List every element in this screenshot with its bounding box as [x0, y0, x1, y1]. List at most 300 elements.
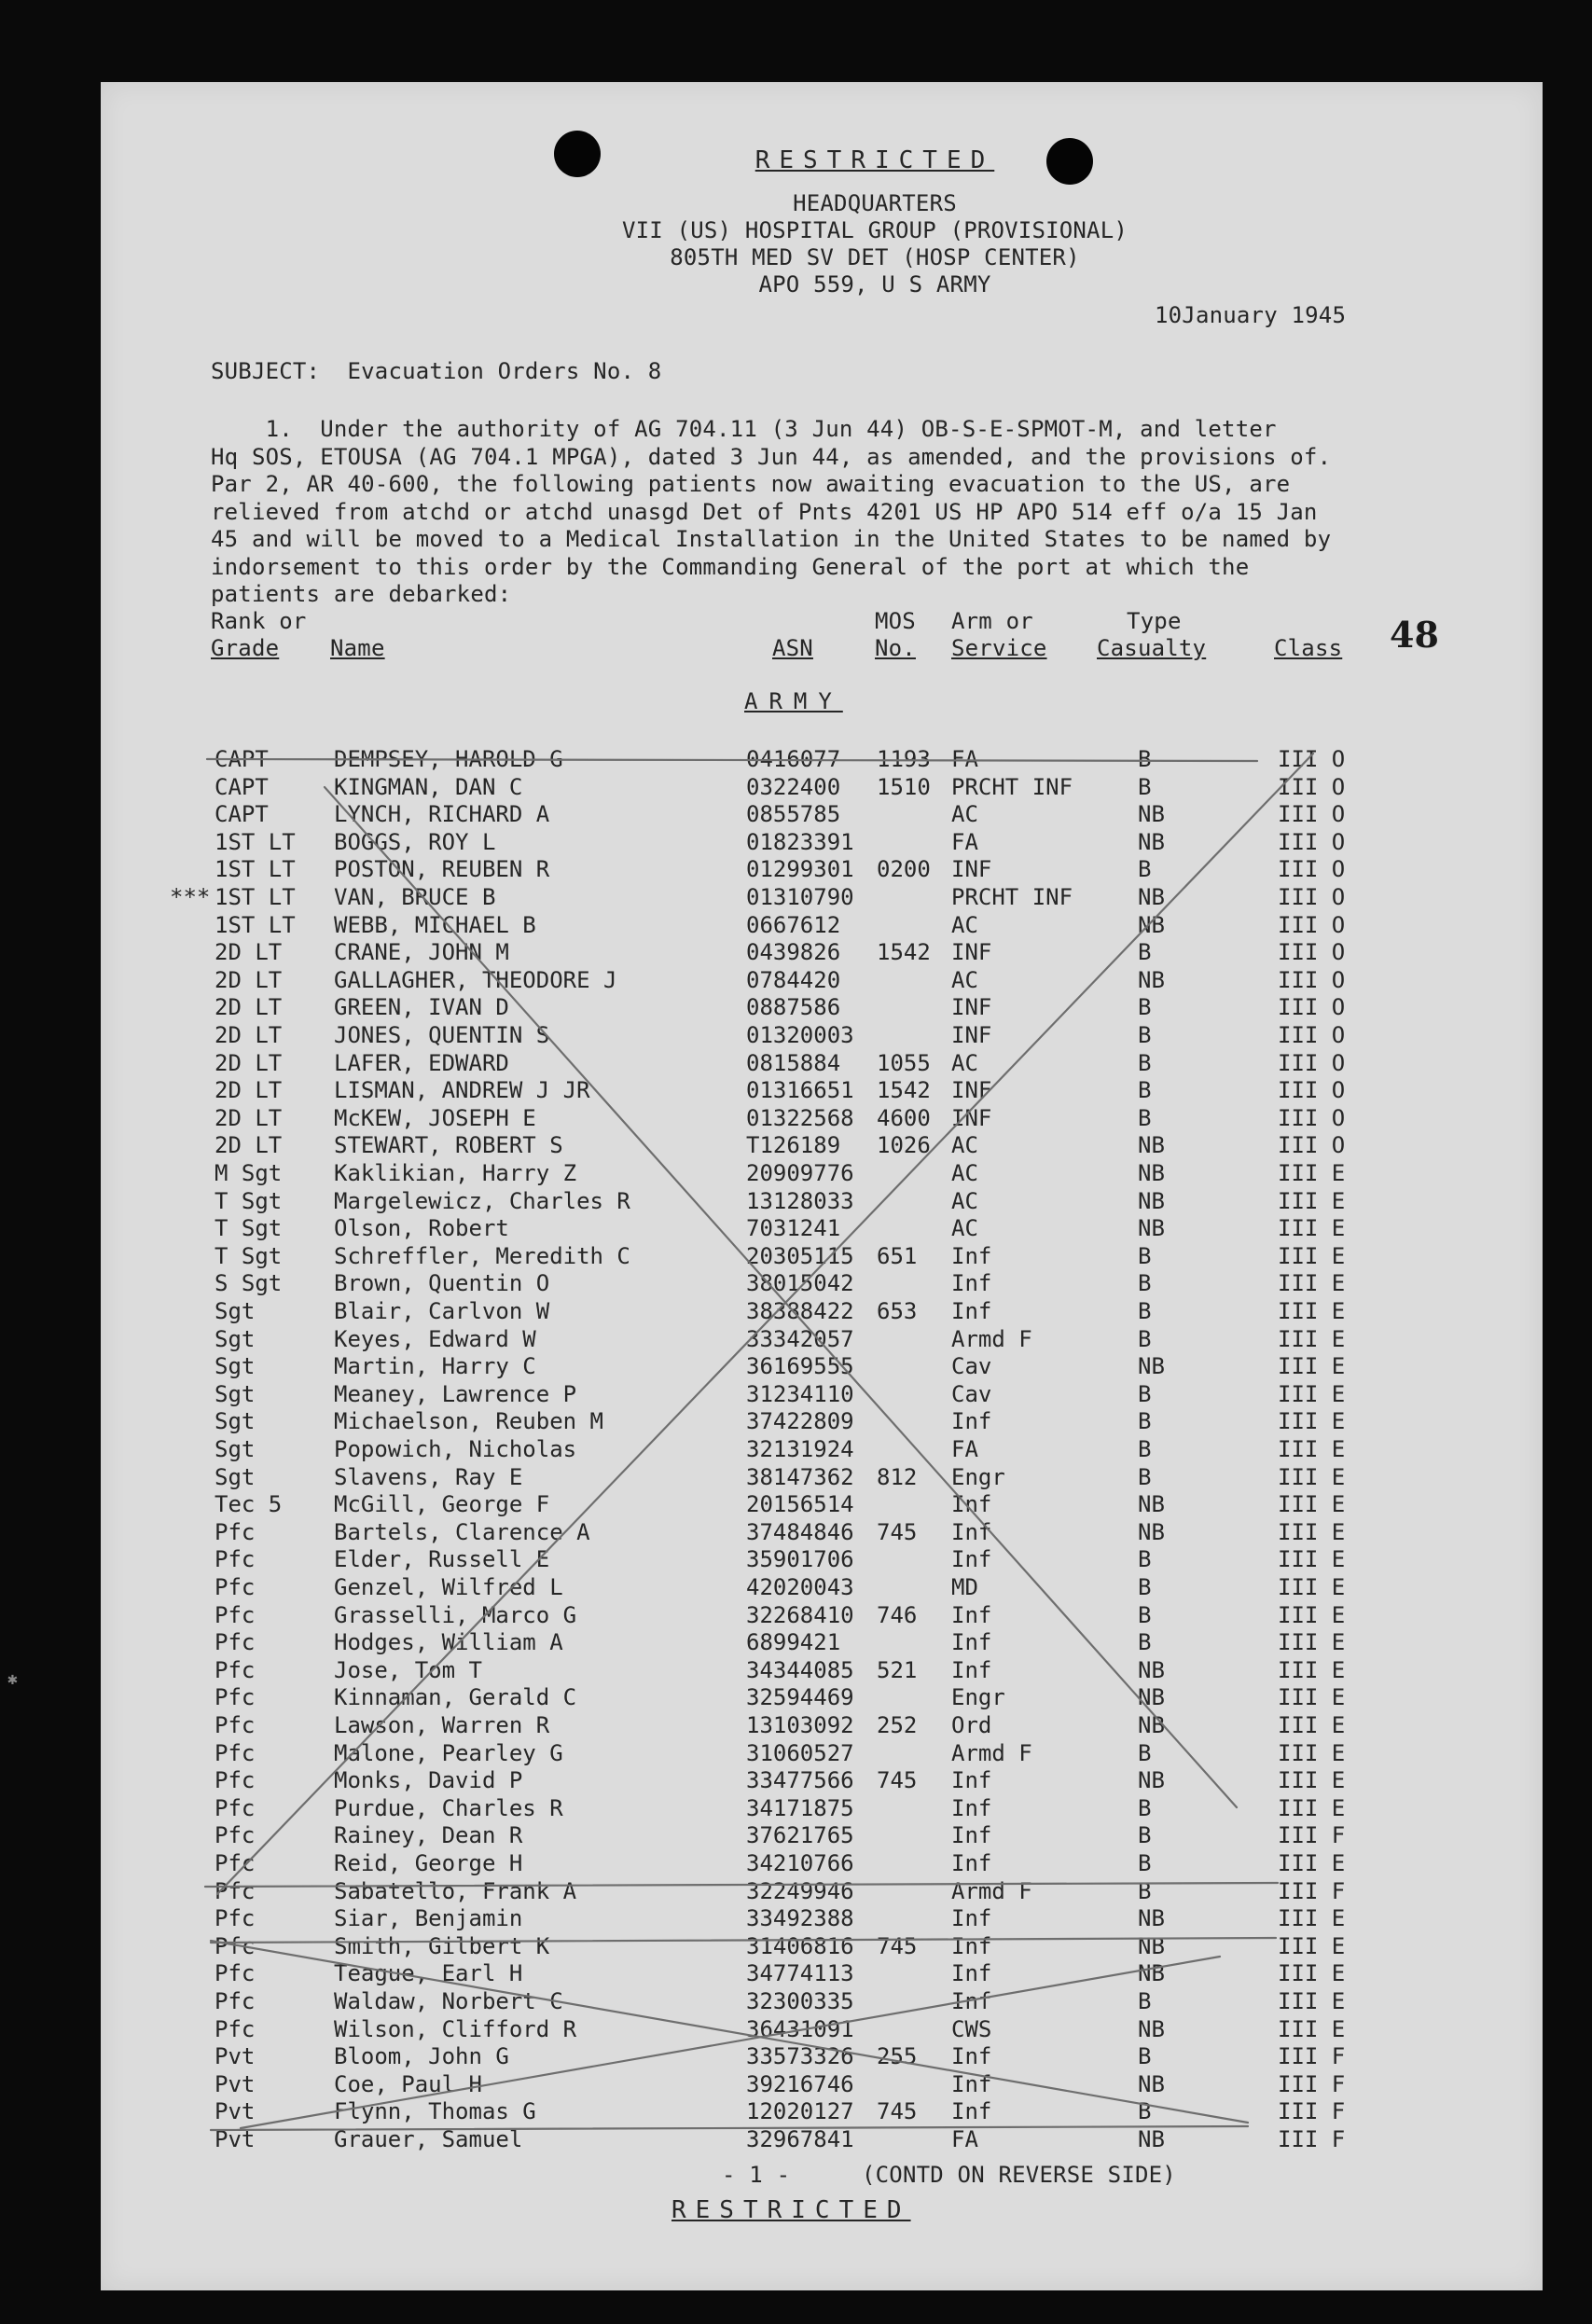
table-row — [101, 912, 1543, 939]
table-row — [101, 1160, 1543, 1187]
cell-asn: 20305115 — [746, 1242, 854, 1269]
cell-asn: 37422809 — [746, 1408, 854, 1435]
cell-type: B — [1138, 1270, 1152, 1297]
cell-name: Brown, Quentin O — [334, 1270, 550, 1297]
cell-name: DEMPSEY, HAROLD G — [334, 746, 563, 772]
cell-name: Rainey, Dean R — [334, 1822, 523, 1849]
cell-name: LYNCH, RICHARD A — [334, 801, 550, 828]
cell-asn: 31406816 — [746, 1932, 854, 1959]
cell-cls: III O — [1278, 773, 1346, 800]
punch-hole-left — [554, 131, 601, 177]
cell-cls: III F — [1278, 2126, 1346, 2152]
cell-asn: 38147362 — [746, 1463, 854, 1490]
cell-name: GREEN, IVAN D — [334, 994, 509, 1021]
cell-name: STEWART, ROBERT S — [334, 1132, 563, 1159]
cell-cls: III E — [1278, 1491, 1346, 1518]
cell-type: B — [1138, 1546, 1152, 1573]
cell-cls: III E — [1278, 1988, 1346, 2014]
cell-arm: AC — [951, 911, 978, 938]
cell-rank: 2D LT — [215, 1132, 283, 1159]
cell-name: JONES, QUENTIN S — [334, 1022, 550, 1048]
cell-type: NB — [1138, 966, 1165, 993]
continued-note: (CONTD ON REVERSE SIDE) — [862, 2162, 1176, 2188]
cell-asn: 34171875 — [746, 1794, 854, 1821]
cell-cls: III O — [1278, 994, 1346, 1021]
cell-asn: 32268410 — [746, 1601, 854, 1628]
cell-cls: III E — [1278, 1353, 1346, 1380]
cell-type: B — [1138, 1739, 1152, 1766]
col-arm-label-2: Service — [951, 635, 1047, 661]
cell-name: Smith, Gilbert K — [334, 1932, 550, 1959]
cell-type: NB — [1138, 828, 1165, 855]
cell-arm: Inf — [951, 1656, 992, 1683]
cell-arm: Armd F — [951, 1877, 1032, 1904]
cell-arm: CWS — [951, 2015, 992, 2042]
cell-asn: 6899421 — [746, 1629, 841, 1656]
cell-rank: T Sgt — [215, 1215, 283, 1242]
cell-type: B — [1138, 1408, 1152, 1435]
cell-asn: 0815884 — [746, 1049, 841, 1076]
cell-name: Genzel, Wilfred L — [334, 1574, 563, 1600]
table-row — [101, 1933, 1543, 1960]
cell-arm: Inf — [951, 1601, 992, 1628]
cell-type: NB — [1138, 1767, 1165, 1794]
cell-rank: Pfc — [215, 1574, 256, 1600]
cell-arm: PRCHT INF — [951, 773, 1073, 800]
cell-name: Waldaw, Norbert C — [334, 1988, 563, 2014]
cell-mos: 653 — [877, 1298, 918, 1324]
cell-cls: III E — [1278, 1739, 1346, 1766]
cell-cls: III O — [1278, 911, 1346, 938]
cell-cls: III F — [1278, 2098, 1346, 2125]
cell-cls: III O — [1278, 966, 1346, 993]
cell-type: NB — [1138, 2015, 1165, 2042]
cell-mos: 0200 — [877, 856, 931, 883]
cell-cls: III O — [1278, 1077, 1346, 1104]
cell-mos: 521 — [877, 1656, 918, 1683]
cell-rank: Pvt — [215, 2098, 256, 2125]
table-row — [101, 1105, 1543, 1132]
cell-cls: III E — [1278, 1215, 1346, 1242]
cell-mos: 4600 — [877, 1104, 931, 1131]
cell-arm: Inf — [951, 1546, 992, 1573]
cell-asn: 37621765 — [746, 1822, 854, 1849]
cell-type: NB — [1138, 801, 1165, 828]
table-row — [101, 1298, 1543, 1325]
cell-name: Keyes, Edward W — [334, 1325, 536, 1352]
cell-name: Teague, Earl H — [334, 1960, 523, 1987]
cell-rank: T Sgt — [215, 1187, 283, 1214]
cell-name: Grasselli, Marco G — [334, 1601, 577, 1628]
cell-arm: Inf — [951, 1518, 992, 1545]
cell-name: KINGMAN, DAN C — [334, 773, 523, 800]
table-row — [101, 1326, 1543, 1353]
cell-cls: III F — [1278, 1877, 1346, 1904]
cell-type: B — [1138, 1988, 1152, 2014]
cell-arm: Inf — [951, 1794, 992, 1821]
cell-arm: FA — [951, 828, 978, 855]
cell-name: Meaney, Lawrence P — [334, 1380, 577, 1407]
cell-name: GALLAGHER, THEODORE J — [334, 966, 617, 993]
cell-asn: 31060527 — [746, 1739, 854, 1766]
page-number: - 1 - — [722, 2162, 791, 2188]
cell-mos: 746 — [877, 1601, 918, 1628]
cell-asn: 13103092 — [746, 1712, 854, 1738]
cell-asn: 42020043 — [746, 1574, 854, 1600]
cell-asn: 33492388 — [746, 1905, 854, 1932]
table-row — [101, 1960, 1543, 1987]
cell-rank: 2D LT — [215, 1022, 283, 1048]
cell-rank: Pfc — [215, 1822, 256, 1849]
cell-asn: 32594469 — [746, 1684, 854, 1711]
cell-type: NB — [1138, 1353, 1165, 1380]
table-row — [101, 1436, 1543, 1463]
cell-asn: 37484846 — [746, 1518, 854, 1545]
cell-asn: 34344085 — [746, 1656, 854, 1683]
cell-type: NB — [1138, 1712, 1165, 1738]
cell-cls: III E — [1278, 1905, 1346, 1932]
cell-rank: Sgt — [215, 1408, 256, 1435]
cell-rank: 2D LT — [215, 1077, 283, 1104]
cell-arm: Armd F — [951, 1739, 1032, 1766]
cell-mos: 1055 — [877, 1049, 931, 1076]
cell-cls: III E — [1278, 1850, 1346, 1876]
cell-name: Kinnaman, Gerald C — [334, 1684, 577, 1711]
cell-arm: INF — [951, 994, 992, 1021]
cell-cls: III E — [1278, 1546, 1346, 1573]
table-row — [101, 2098, 1543, 2125]
cell-name: CRANE, JOHN M — [334, 939, 509, 966]
cell-name: Michaelson, Reuben M — [334, 1408, 603, 1435]
cell-asn: 0416077 — [746, 746, 841, 772]
header-line-2: VII (US) HOSPITAL GROUP (PROVISIONAL) — [621, 217, 1128, 243]
cell-type: NB — [1138, 1905, 1165, 1932]
cell-rank: 2D LT — [215, 1104, 283, 1131]
cell-name: Margelewicz, Charles R — [334, 1187, 630, 1214]
cell-asn: 35901706 — [746, 1546, 854, 1573]
paragraph-line: 1. Under the authority of AG 704.11 (3 Jun 44) OB-S-E-SPMOT-M, and letter — [211, 416, 1277, 442]
cell-type: NB — [1138, 1684, 1165, 1711]
cell-rank: 2D LT — [215, 1049, 283, 1076]
table-row — [101, 939, 1543, 966]
cell-type: B — [1138, 1380, 1152, 1407]
cell-rank: Pfc — [215, 1794, 256, 1821]
cell-name: BOGGS, ROY L — [334, 828, 496, 855]
cell-cls: III O — [1278, 746, 1346, 772]
cell-arm: Inf — [951, 1270, 992, 1297]
table-row — [101, 1657, 1543, 1684]
cell-cls: III E — [1278, 1436, 1346, 1462]
cell-type: NB — [1138, 1960, 1165, 1987]
cell-arm: INF — [951, 1077, 992, 1104]
cell-arm: Inf — [951, 1932, 992, 1959]
cell-type: NB — [1138, 1132, 1165, 1159]
cell-rank: 2D LT — [215, 939, 283, 966]
cell-type: B — [1138, 1629, 1152, 1656]
cell-arm: Cav — [951, 1353, 992, 1380]
cell-cls: III E — [1278, 1380, 1346, 1407]
table-row — [101, 2126, 1543, 2153]
cell-rank: 2D LT — [215, 994, 283, 1021]
cell-arm: AC — [951, 801, 978, 828]
cell-name: Martin, Harry C — [334, 1353, 536, 1380]
cell-mos: 1026 — [877, 1132, 931, 1159]
cell-cls: III E — [1278, 1932, 1346, 1959]
col-class-label: Class — [1274, 635, 1343, 661]
table-row — [101, 856, 1543, 883]
cell-name: Bloom, John G — [334, 2043, 509, 2070]
cell-rank: Pfc — [215, 1932, 256, 1959]
table-row — [101, 1491, 1543, 1518]
cell-name: VAN, BRUCE B — [334, 884, 496, 910]
edge-speck: ✱ — [7, 1669, 18, 1689]
table-row — [101, 1795, 1543, 1822]
cell-arm: Inf — [951, 1298, 992, 1324]
cell-asn: 34210766 — [746, 1850, 854, 1876]
cell-name: Malone, Pearley G — [334, 1739, 563, 1766]
cell-rank: CAPT — [215, 746, 269, 772]
cell-asn: 20156514 — [746, 1491, 854, 1518]
cell-asn: 01299301 — [746, 856, 854, 883]
cell-arm: MD — [951, 1574, 978, 1600]
col-type-label-2: Casualty — [1097, 635, 1207, 661]
cell-rank: 1ST LT — [215, 828, 296, 855]
cell-rank: Sgt — [215, 1353, 256, 1380]
cell-arm: INF — [951, 856, 992, 883]
cell-rank: Pfc — [215, 1877, 256, 1904]
cell-type: NB — [1138, 1491, 1165, 1518]
cell-asn: 38388422 — [746, 1298, 854, 1324]
cell-cls: III O — [1278, 828, 1346, 855]
cell-asn: 0784420 — [746, 966, 841, 993]
cell-arm: Engr — [951, 1684, 1005, 1711]
cell-name: LAFER, EDWARD — [334, 1049, 509, 1076]
table-row — [101, 884, 1543, 911]
cell-type: B — [1138, 2043, 1152, 2070]
header-line-1: HEADQUARTERS — [793, 190, 957, 216]
cell-asn: 32131924 — [746, 1436, 854, 1462]
col-rank-label-2: Grade — [211, 635, 280, 661]
cell-arm: FA — [951, 1436, 978, 1462]
cell-asn: 36431091 — [746, 2015, 854, 2042]
table-row — [101, 2071, 1543, 2098]
cell-rank: Pfc — [215, 2015, 256, 2042]
paragraph-line: relieved from atchd or atchd unasgd Det of Pnts 4201 US HP APO 514 eff o/a 15 Jan — [211, 498, 1318, 525]
cell-asn: 01823391 — [746, 828, 854, 855]
cell-prefix: *** — [170, 884, 211, 910]
col-mos-label-2: No. — [875, 635, 916, 661]
table-row — [101, 1546, 1543, 1573]
cell-mos: 1510 — [877, 773, 931, 800]
cell-rank: CAPT — [215, 773, 269, 800]
cell-rank: Pfc — [215, 1518, 256, 1545]
cell-type: B — [1138, 1049, 1152, 1076]
cell-cls: III O — [1278, 884, 1346, 910]
cell-rank: Pvt — [215, 2070, 256, 2097]
cell-cls: III E — [1278, 1629, 1346, 1656]
cell-name: Schreffler, Meredith C — [334, 1242, 630, 1269]
table-row — [101, 1712, 1543, 1739]
cell-cls: III F — [1278, 1822, 1346, 1849]
cell-cls: III E — [1278, 1712, 1346, 1738]
cell-cls: III O — [1278, 1049, 1346, 1076]
cell-rank: 1ST LT — [215, 856, 296, 883]
cell-rank: Pvt — [215, 2126, 256, 2152]
col-rank-label-1: Rank or — [211, 608, 307, 634]
cell-rank: S Sgt — [215, 1270, 283, 1297]
cell-type: B — [1138, 1077, 1152, 1104]
page-marker: 48 — [1390, 614, 1439, 656]
col-mos-label-1: MOS — [875, 608, 916, 634]
cell-cls: III E — [1278, 1767, 1346, 1794]
table-row — [101, 2043, 1543, 2070]
cell-cls: III O — [1278, 1132, 1346, 1159]
cell-name: Lawson, Warren R — [334, 1712, 550, 1738]
cell-mos: 255 — [877, 2043, 918, 2070]
cell-cls: III E — [1278, 1325, 1346, 1352]
cell-type: NB — [1138, 1160, 1165, 1186]
table-row — [101, 1878, 1543, 1905]
cell-name: Kaklikian, Harry Z — [334, 1160, 577, 1186]
cell-type: NB — [1138, 1932, 1165, 1959]
cell-rank: 1ST LT — [215, 884, 296, 910]
cell-mos: 745 — [877, 1932, 918, 1959]
cell-asn: 32300335 — [746, 1988, 854, 2014]
cell-rank: Pfc — [215, 1684, 256, 1711]
table-row — [101, 829, 1543, 856]
cell-asn: 36169555 — [746, 1353, 854, 1380]
cell-name: Flynn, Thomas G — [334, 2098, 536, 2125]
cell-asn: 13128033 — [746, 1187, 854, 1214]
cell-arm: Inf — [951, 1629, 992, 1656]
col-arm-label-1: Arm or — [951, 608, 1033, 634]
table-row — [101, 1905, 1543, 1932]
table-row — [101, 994, 1543, 1021]
cell-arm: Inf — [951, 1905, 992, 1932]
cell-cls: III E — [1278, 1270, 1346, 1297]
cell-type: B — [1138, 1436, 1152, 1462]
cell-arm: Inf — [951, 1822, 992, 1849]
table-row — [101, 1574, 1543, 1601]
cell-cls: III O — [1278, 1022, 1346, 1048]
cell-name: Coe, Paul H — [334, 2070, 482, 2097]
cell-cls: III E — [1278, 1187, 1346, 1214]
cell-arm: AC — [951, 1215, 978, 1242]
cell-arm: Inf — [951, 1491, 992, 1518]
cell-cls: III E — [1278, 1960, 1346, 1987]
cell-name: WEBB, MICHAEL B — [334, 911, 536, 938]
cell-rank: Tec 5 — [215, 1491, 283, 1518]
cell-asn: 01320003 — [746, 1022, 854, 1048]
cell-asn: 33342057 — [746, 1325, 854, 1352]
header-line-4: APO 559, U S ARMY — [758, 271, 991, 297]
cell-rank: 1ST LT — [215, 911, 296, 938]
paragraph-line: Hq SOS, ETOUSA (AG 704.1 MPGA), dated 3 Jun 44, as amended, and the provisions of. — [211, 443, 1332, 470]
cell-type: NB — [1138, 1187, 1165, 1214]
cell-cls: III E — [1278, 1574, 1346, 1600]
cell-asn: 32249946 — [746, 1877, 854, 1904]
cell-arm: AC — [951, 966, 978, 993]
cell-cls: III E — [1278, 1160, 1346, 1186]
cell-arm: AC — [951, 1160, 978, 1186]
cell-rank: Pfc — [215, 1629, 256, 1656]
cell-name: Jose, Tom T — [334, 1656, 482, 1683]
cell-mos: 745 — [877, 1518, 918, 1545]
cell-cls: III E — [1278, 1463, 1346, 1490]
cell-rank: M Sgt — [215, 1160, 283, 1186]
cell-arm: Inf — [951, 1960, 992, 1987]
cell-cls: III O — [1278, 1104, 1346, 1131]
cell-rank: Sgt — [215, 1298, 256, 1324]
cell-type: NB — [1138, 1215, 1165, 1242]
cell-type: B — [1138, 746, 1152, 772]
cell-type: B — [1138, 1850, 1152, 1876]
cell-cls: III E — [1278, 2015, 1346, 2042]
header-restricted: RESTRICTED — [754, 146, 995, 174]
cell-arm: INF — [951, 1104, 992, 1131]
cell-name: Siar, Benjamin — [334, 1905, 523, 1932]
cell-asn: 0439826 — [746, 939, 841, 966]
cell-asn: T126189 — [746, 1132, 841, 1159]
cell-type: B — [1138, 1877, 1152, 1904]
cell-arm: INF — [951, 1022, 992, 1048]
cell-rank: 2D LT — [215, 966, 283, 993]
cell-arm: Engr — [951, 1463, 1005, 1490]
table-row — [101, 1381, 1543, 1408]
table-row — [101, 1353, 1543, 1380]
section-army: ARMY — [744, 688, 843, 714]
cell-arm: Inf — [951, 1767, 992, 1794]
table-row — [101, 1188, 1543, 1215]
cell-arm: Ord — [951, 1712, 992, 1738]
cell-asn: 31234110 — [746, 1380, 854, 1407]
cell-asn: 34774113 — [746, 1960, 854, 1987]
cell-type: NB — [1138, 2070, 1165, 2097]
cell-cls: III E — [1278, 1408, 1346, 1435]
cell-name: Blair, Carlvon W — [334, 1298, 550, 1324]
cell-name: Monks, David P — [334, 1767, 523, 1794]
cell-rank: Pfc — [215, 1739, 256, 1766]
cell-mos: 1193 — [877, 746, 931, 772]
cell-rank: Pfc — [215, 1767, 256, 1794]
cell-type: B — [1138, 1325, 1152, 1352]
cell-arm: Inf — [951, 1850, 992, 1876]
cell-arm: Inf — [951, 1988, 992, 2014]
cell-name: Popowich, Nicholas — [334, 1436, 577, 1462]
cell-arm: Inf — [951, 2043, 992, 2070]
table-row — [101, 1988, 1543, 2015]
order-date: 10January 1945 — [1155, 302, 1347, 328]
cell-type: NB — [1138, 1656, 1165, 1683]
cell-name: Bartels, Clarence A — [334, 1518, 590, 1545]
col-name-label: Name — [330, 635, 385, 661]
table-row — [101, 1408, 1543, 1435]
cell-asn: 38015042 — [746, 1270, 854, 1297]
cell-asn: 12020127 — [746, 2098, 854, 2125]
cell-type: B — [1138, 856, 1152, 883]
cell-name: LISMAN, ANDREW J JR — [334, 1077, 590, 1104]
cell-rank: Sgt — [215, 1325, 256, 1352]
cell-name: Purdue, Charles R — [334, 1794, 563, 1821]
cell-cls: III F — [1278, 2070, 1346, 2097]
cell-arm: AC — [951, 1132, 978, 1159]
table-row — [101, 801, 1543, 828]
cell-arm: Inf — [951, 2098, 992, 2125]
cell-rank: Sgt — [215, 1436, 256, 1462]
cell-asn: 01322568 — [746, 1104, 854, 1131]
cell-asn: 0855785 — [746, 801, 841, 828]
cell-asn: 01316651 — [746, 1077, 854, 1104]
